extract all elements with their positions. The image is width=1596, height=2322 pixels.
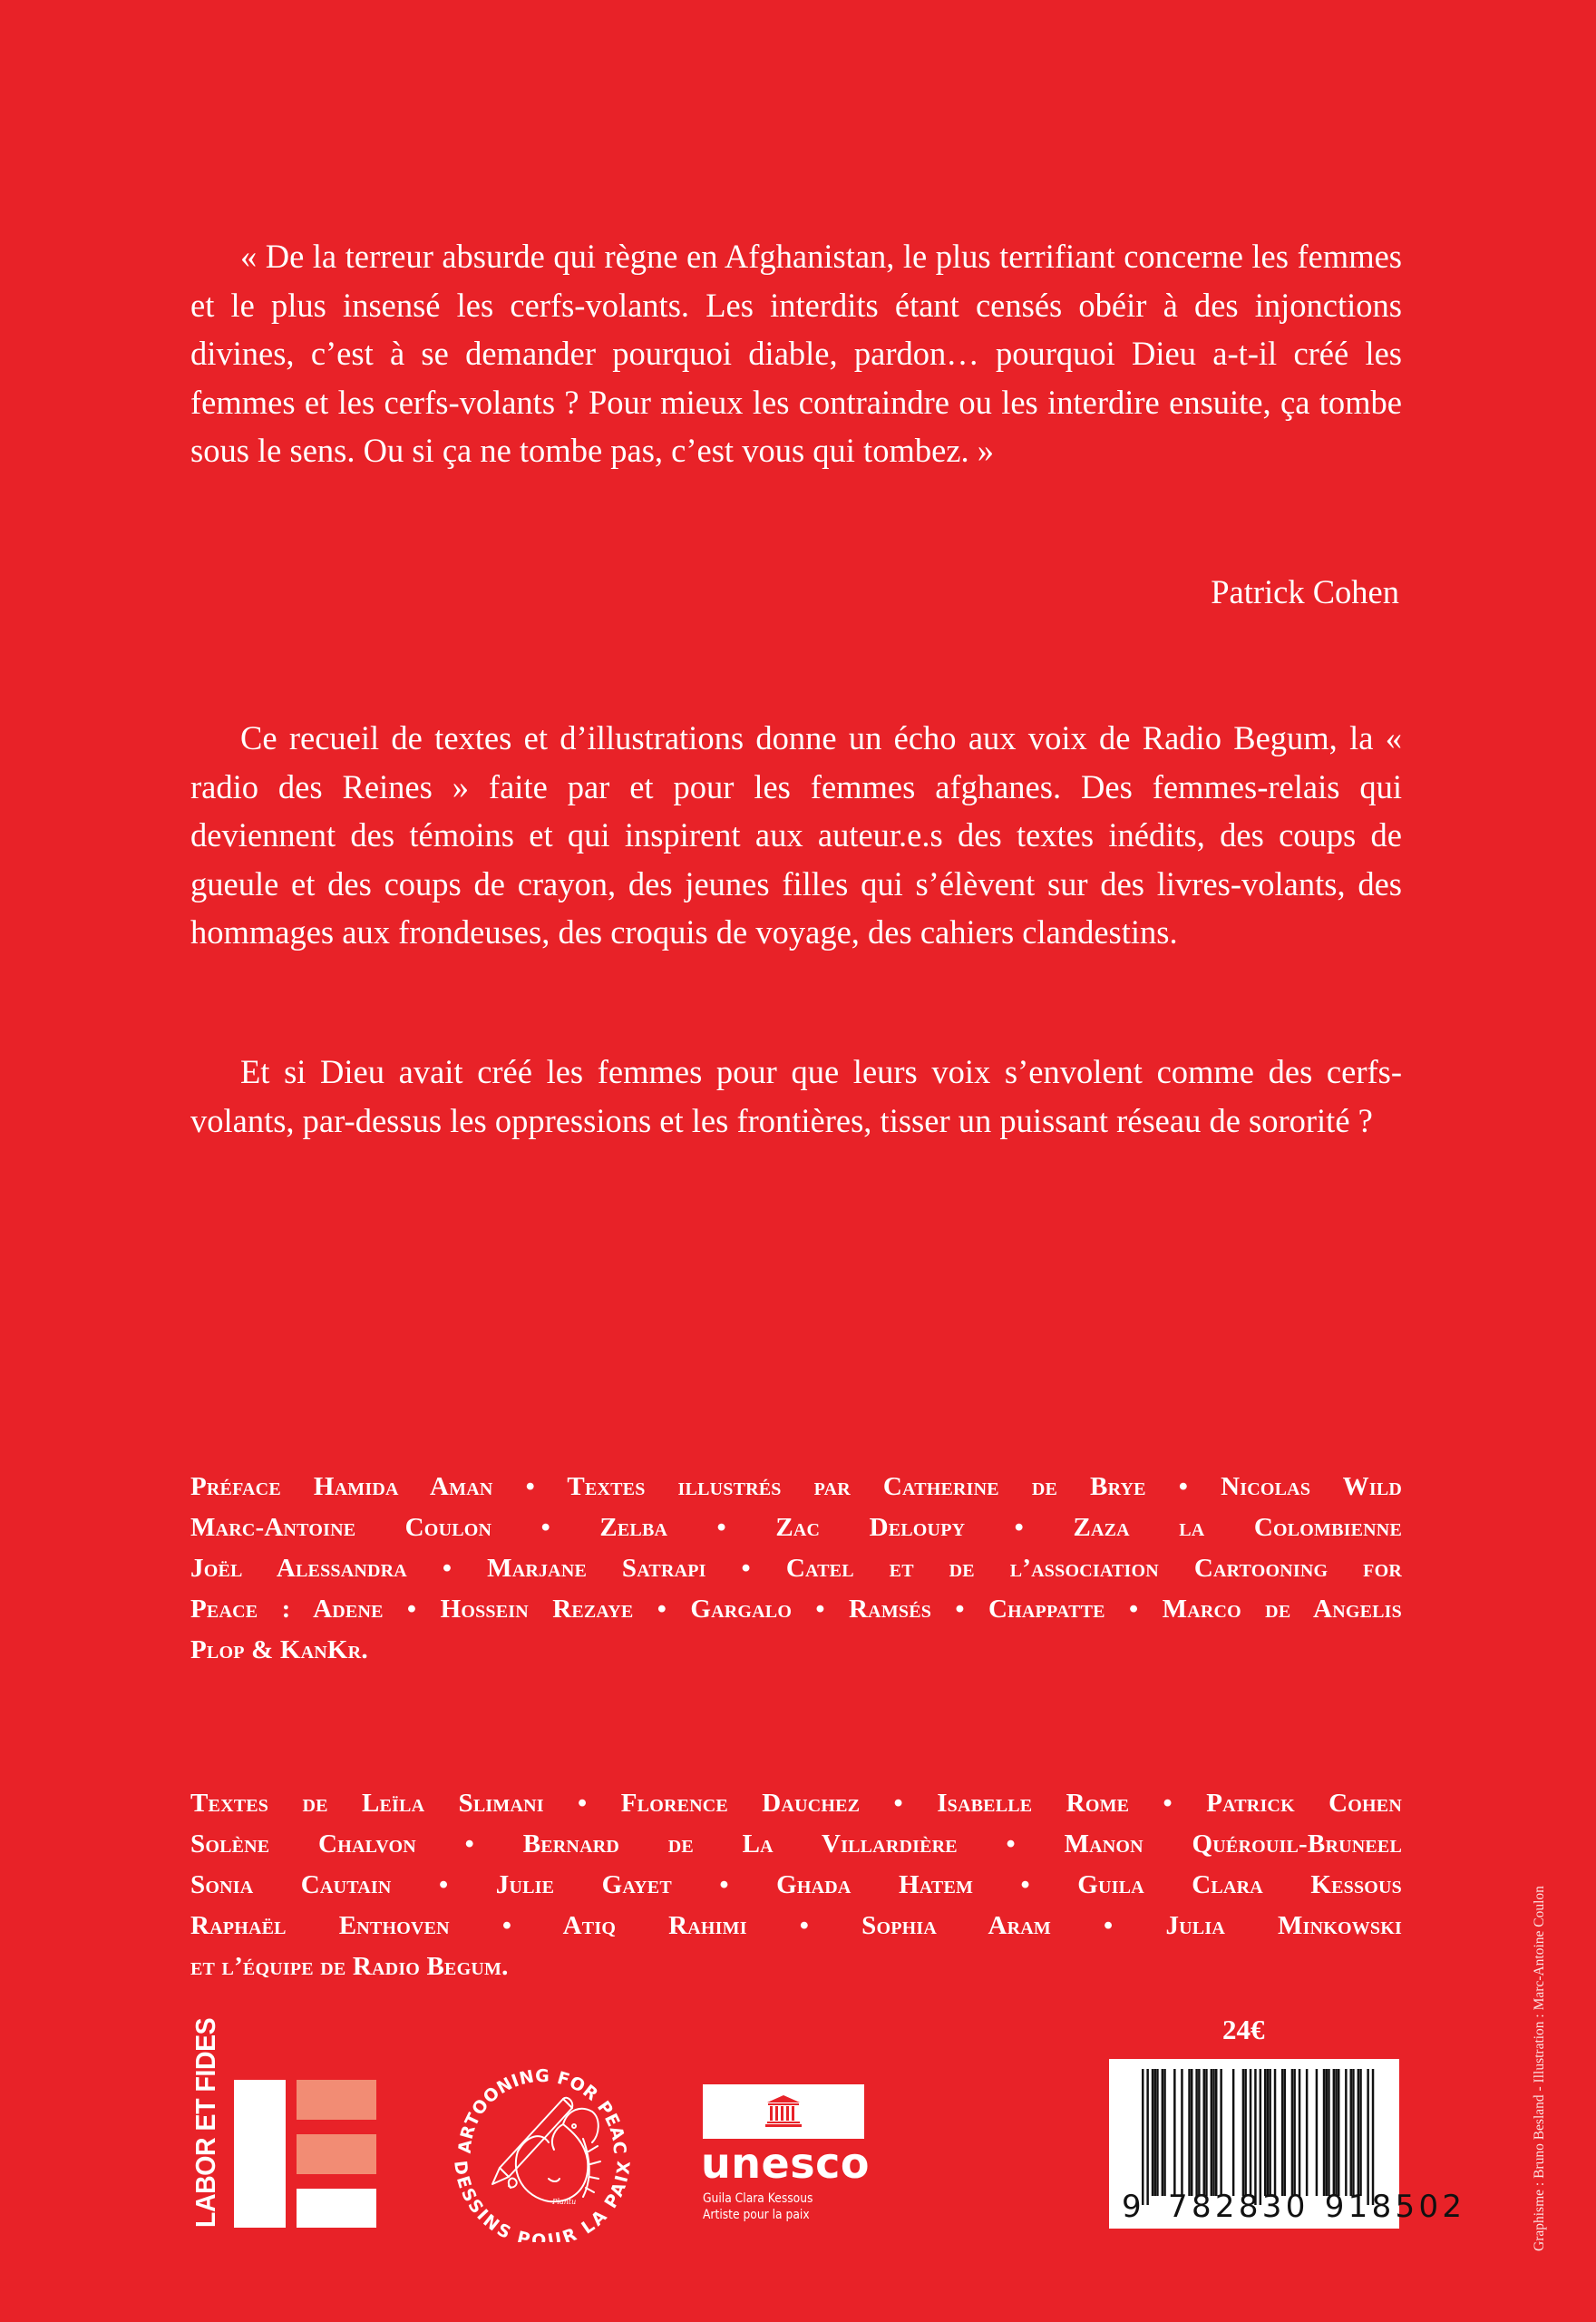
isbn-first-digit: 9 [1122,2189,1145,2225]
unesco-artist-title: Artiste pour la paix [703,2208,810,2222]
barcode-bar [1163,2069,1165,2196]
credit-line: Peace : Adene • Hossein Rezaye • Gargalo • Ramsés • Chappatte • Marco de Angelis [190,1595,1402,1624]
credit-line: Joël Alessandra • Marjane Satrapi • Catel et de l’association Cartooning for [190,1554,1402,1583]
isbn-barcode [1109,2059,1466,2229]
barcode-bar [1220,2069,1221,2196]
credit-line: Sonia Cautain • Julie Gayet • Ghada Hatem • Guila Clara Kessous [190,1870,1402,1899]
barcode-bar [1215,2069,1217,2196]
barcode-bar [1203,2069,1205,2196]
barcode-bar [1264,2069,1266,2196]
unesco-wordmark: unesco [701,2139,870,2188]
labor-et-fides-logo-icon [190,2017,381,2229]
barcode-bar [1173,2069,1175,2196]
dove-with-pencil-icon [447,2052,637,2242]
barcode-bar [1254,2069,1256,2205]
barcode-bar [1195,2069,1197,2196]
barcode-bar [1345,2069,1347,2196]
barcode-bar [1358,2069,1359,2196]
barcode-bar [1188,2069,1190,2196]
barcode-bar [1244,2069,1246,2196]
svg-text:DESSINS POUR LA PAIX [450,2160,635,2242]
barcode-bar [1152,2069,1153,2196]
barcode-bar [1205,2069,1207,2196]
credit-line: Marc-Antoine Coulon • Zelba • Zac Deloupy • Zaza la Colombienne [190,1513,1402,1542]
barcode-bar [1232,2069,1234,2196]
back-cover-quote: « De la terreur absurde qui règne en Afghanistan, le plus terrifiant concerne les femmes et le plus insensé les cerfs-volants. Les interdits étant censés obéir à des injonctions divines, c’est à se demander pourquoi diable, pardon… pourquoi Dieu a-t-il créé les femmes et les cerfs-volants ? Pour mieux les contraindre ou les interdire ensuite, ça tombe sous le sens. Ou si ça ne tombe pas, c’est vous qui tombez. » [190,238,1402,469]
barcode-bar [1154,2069,1156,2196]
isbn-left-group: 782830 [1168,2189,1309,2225]
barcode-bar [1335,2069,1337,2196]
price-label: 24€ [1222,2014,1265,2045]
credit-line: Plop & KanKr. [190,1635,368,1664]
isbn-right-group: 918502 [1324,2189,1466,2225]
barcode-bar [1367,2069,1368,2205]
credit-line: et l’équipe de Radio Begum. [190,1952,509,1981]
credit-line: Préface Hamida Aman • Textes illustrés par Catherine de Brye • Nicolas Wild [190,1472,1402,1501]
isbn-number [1122,2189,1466,2225]
barcode-bar [1274,2069,1276,2196]
barcode-bar [1142,2069,1143,2205]
logo-white-bar [234,2080,286,2228]
barcode-bar [1372,2069,1374,2205]
authors-credits [190,1783,1402,1987]
logo-salmon-block [297,2080,376,2120]
barcode-bar [1359,2069,1361,2196]
cartooning-signature: Plantu [552,2198,577,2206]
barcode-bar [1191,2069,1192,2196]
quote-author: Patrick Cohen [1211,573,1399,610]
illustrators-credits [190,1467,1402,1671]
barcode-bar [1299,2069,1300,2196]
barcode-bar [1156,2069,1158,2196]
barcode-bar [1328,2069,1329,2196]
barcode-bar [1326,2069,1328,2196]
barcode-bar [1284,2069,1286,2196]
barcode-bar [1352,2069,1354,2196]
barcode-bar [1316,2069,1318,2196]
barcode-bar [1338,2069,1339,2196]
barcode-bar [1333,2069,1335,2196]
barcode-bar [1260,2069,1261,2205]
unesco-artist-name: Guila Clara Kessous [703,2191,813,2206]
barcode-bar [1291,2069,1293,2196]
barcode-bar [1212,2069,1214,2196]
barcode-bar [1162,2069,1163,2196]
credit-line: Textes de Leïla Slimani • Florence Dauchez • Isabelle Rome • Patrick Cohen [190,1789,1402,1818]
barcode-bar [1242,2069,1244,2196]
svg-text:CARTOONING FOR PEACE [447,2052,629,2155]
barcode-bar [1350,2069,1352,2196]
barcode-bar [1198,2069,1200,2196]
logo-white-block [297,2189,376,2228]
publisher-name: LABOR ET FIDES [190,2017,221,2228]
cartooning-for-peace-logo [447,2052,637,2242]
barcode-bar [1250,2069,1251,2196]
barcode-bar [1181,2069,1182,2196]
unesco-emblem-box [703,2084,864,2139]
blurb-question: Et si Dieu avait créé les femmes pour que leurs voix s’envolent comme des cerfs-volants, par-dessus les oppressions et les frontières, tisser un puissant réseau de sororité ? [190,1053,1402,1139]
barcode-bar [1269,2069,1270,2196]
barcode-bar [1323,2069,1325,2196]
credit-line: Raphaël Enthoven • Atiq Rahimi • Sophia Aram • Julia Minkowski [190,1911,1402,1940]
cartooning-bottom-text: DESSINS POUR LA PAIX [450,2159,635,2242]
barcode-bar [1293,2069,1295,2196]
unesco-temple-icon [765,2095,802,2128]
barcode-bar [1267,2069,1269,2196]
cartooning-top-text: ARTOONING FOR PEAC [454,2065,630,2155]
unesco-logo [701,2084,870,2229]
barcode-bar [1306,2069,1308,2196]
design-credit: Graphisme : Bruno Besland - Illustration : Marc-Antoine Coulon [1532,1886,1547,2251]
credit-line: Solène Chalvon • Bernard de La Villardière • Manon Quérouil-Bruneel [190,1829,1402,1859]
logo-salmon-block [297,2134,376,2174]
barcode-bar [1211,2069,1212,2196]
barcode-bar [1281,2069,1283,2196]
barcode-bar [1146,2069,1148,2205]
blurb-intro: Ce recueil de textes et d’illustrations donne un écho aux voix de Radio Begum, la « radio des Reines » faite par et pour les femmes afghanes. Des femmes-relais qui deviennent des témoins et qui inspirent aux auteur.e.s des textes inédits, des coups de gueule et des coups de crayon, des jeunes filles qui s’élèvent sur des livres-volants, des hommages aux frondeuses, des croquis de voyage, des cahiers clandestins. [190,719,1402,951]
